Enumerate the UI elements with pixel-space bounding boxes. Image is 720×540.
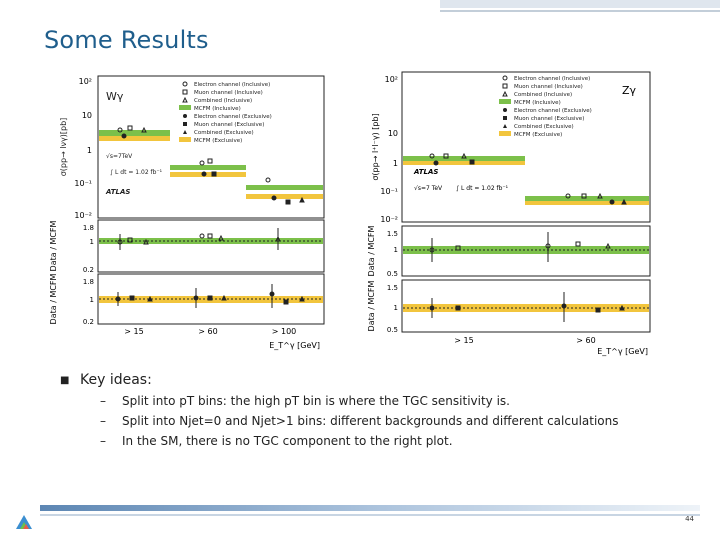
legend-filled-circle-icon [183, 114, 187, 118]
logo-icon [14, 512, 34, 532]
legend-entry: Muon channel (Inclusive) [514, 84, 583, 90]
header-decoration-line [440, 10, 720, 12]
wgamma-process-label: Wγ [106, 90, 124, 103]
zgamma-energy: √s=7 TeV [414, 185, 443, 192]
legend-mcfm-inclusive-swatch [499, 99, 511, 104]
zgamma-lumi: ∫ L dt = 1.02 fb⁻¹ [456, 185, 509, 192]
sub-bullet-text: In the SM, there is no TGC component to the right plot. [122, 434, 453, 448]
zgamma-xlabel: E_T^γ [GeV] [597, 347, 648, 356]
slide-title: Some Results [44, 26, 209, 54]
wgamma-ytick: 1 [86, 146, 92, 155]
ratio-tick: 1 [393, 246, 398, 254]
ratio-tick: 1.8 [82, 278, 94, 286]
legend-entry: Electron channel (Exclusive) [194, 114, 272, 120]
legend-mcfm-exclusive-swatch [179, 137, 191, 142]
data-point [610, 200, 614, 204]
wgamma-xbin: > 60 [198, 327, 218, 336]
sub-bullet-text: Split into Njet=0 and Njet>1 bins: different backgrounds and different calculations [122, 414, 619, 428]
wgamma-ratio-label-2: Data / MCFM [49, 273, 58, 325]
data-point [470, 160, 474, 164]
legend-entry: Muon channel (Inclusive) [194, 90, 263, 96]
legend-entry: MCFM (Inclusive) [194, 106, 241, 112]
data-point [596, 308, 600, 312]
data-point [208, 296, 212, 300]
ratio-tick: 1.5 [386, 230, 398, 238]
legend-mcfm-exclusive-swatch [499, 131, 511, 136]
ratio-tick: 0.5 [386, 326, 398, 334]
wgamma-band-incl-bin2 [170, 165, 246, 170]
dash-icon: – [100, 394, 106, 408]
wgamma-band-excl-bin3 [246, 194, 323, 199]
wgamma-ytick: 10⁻² [74, 211, 92, 220]
wgamma-xlabel: E_T^γ [GeV] [269, 341, 320, 350]
sub-bullet-text: Split into pT bins: the high pT bin is where the TGC sensitivity is. [122, 394, 510, 408]
zgamma-band-excl-bin1 [403, 161, 525, 165]
legend-entry: Electron channel (Inclusive) [514, 76, 591, 82]
zgamma-ytick: 10⁻² [380, 215, 398, 224]
data-point [286, 200, 290, 204]
legend-entry: MCFM (Exclusive) [194, 138, 243, 144]
ratio-tick: 0.2 [82, 318, 94, 326]
wgamma-ytick: 10² [78, 77, 92, 86]
data-point [122, 134, 126, 138]
bullet-main [60, 372, 700, 388]
data-point [456, 306, 460, 310]
legend-filled-square-icon [503, 116, 507, 120]
zgamma-band-excl-bin2 [525, 201, 649, 205]
wgamma-band-incl-bin3 [246, 185, 323, 190]
legend-filled-circle-icon [503, 108, 507, 112]
key-ideas [60, 372, 700, 448]
legend-entry: Combined (Inclusive) [514, 92, 573, 98]
legend-entry: Combined (Exclusive) [194, 130, 254, 136]
ratio-tick: 1.8 [82, 224, 94, 232]
ratio-tick: 0.2 [82, 266, 94, 274]
ratio-tick: 1.5 [386, 284, 398, 292]
wgamma-lumi: ∫ L dt = 1.02 fb⁻¹ [110, 169, 163, 176]
zgamma-ytick: 10 [387, 129, 398, 138]
legend-mcfm-inclusive-swatch [179, 105, 191, 110]
sub-bullet [100, 434, 700, 448]
wgamma-y-label: σ(pp→ lνγ)[pb] [59, 117, 68, 177]
footer-bar [40, 505, 700, 511]
dash-icon: – [100, 414, 106, 428]
page-number: 44 [685, 515, 694, 523]
wgamma-band-excl-bin2 [170, 172, 246, 177]
zgamma-ytick: 10² [384, 75, 398, 84]
wgamma-energy: √s=7TeV [106, 153, 133, 160]
ratio-tick: 1 [393, 304, 398, 312]
legend-entry: Electron channel (Inclusive) [194, 82, 271, 88]
zgamma-ratio-label-1: Data / MCFM [367, 225, 376, 277]
data-point [434, 161, 438, 165]
legend-filled-square-icon [183, 122, 187, 126]
wgamma-ytick: 10 [81, 111, 92, 120]
sub-bullet [100, 414, 700, 428]
ratio-tick: 0.5 [386, 270, 398, 278]
data-point [212, 172, 216, 176]
wgamma-ratio-label-1: Data / MCFM [49, 220, 58, 272]
legend-entry: Muon channel (Exclusive) [194, 122, 265, 128]
zgamma-y-label: σ(pp→ l⁺l⁻γ) [pb] [371, 113, 380, 181]
data-point [202, 172, 206, 176]
wgamma-plot [49, 76, 324, 350]
legend-entry: Combined (Inclusive) [194, 98, 253, 104]
ratio-tick: 1 [89, 238, 94, 246]
zgamma-xbin: > 60 [576, 336, 596, 345]
zgamma-atlas: ATLAS [414, 168, 439, 176]
data-point [130, 296, 134, 300]
bullet-main-text: Key ideas: [80, 372, 152, 388]
zgamma-process-label: Zγ [622, 84, 637, 97]
legend-entry: MCFM (Inclusive) [514, 100, 561, 106]
zgamma-xbin: > 15 [454, 336, 474, 345]
results-figure [44, 70, 656, 360]
footer-line [40, 514, 700, 516]
zgamma-band-incl-bin2 [525, 196, 649, 201]
zgamma-ratio-label-2: Data / MCFM [367, 280, 376, 332]
zgamma-plot [367, 72, 650, 356]
legend-entry: MCFM (Exclusive) [514, 132, 563, 138]
zgamma-ytick: 1 [392, 159, 398, 168]
wgamma-atlas: ATLAS [106, 188, 131, 196]
zgamma-ytick: 10⁻¹ [380, 187, 398, 196]
data-point [272, 196, 276, 200]
wgamma-ytick: 10⁻¹ [74, 179, 92, 188]
header-decoration [440, 0, 720, 8]
sub-bullet [100, 394, 700, 408]
wgamma-xbin: > 15 [124, 327, 144, 336]
results-plots [44, 70, 656, 360]
legend-entry: Electron channel (Exclusive) [514, 108, 592, 114]
wgamma-band-incl-bin1 [99, 130, 170, 136]
square-bullet-icon: ■ [60, 374, 70, 386]
dash-icon: – [100, 434, 106, 448]
wgamma-ratio-frame-1 [98, 220, 324, 272]
ratio-tick: 1 [89, 296, 94, 304]
legend-entry: Muon channel (Exclusive) [514, 116, 585, 122]
legend-entry: Combined (Exclusive) [514, 124, 574, 130]
data-point [284, 300, 288, 304]
wgamma-band-excl-bin1 [99, 136, 170, 141]
wgamma-xbin: > 100 [271, 327, 297, 336]
